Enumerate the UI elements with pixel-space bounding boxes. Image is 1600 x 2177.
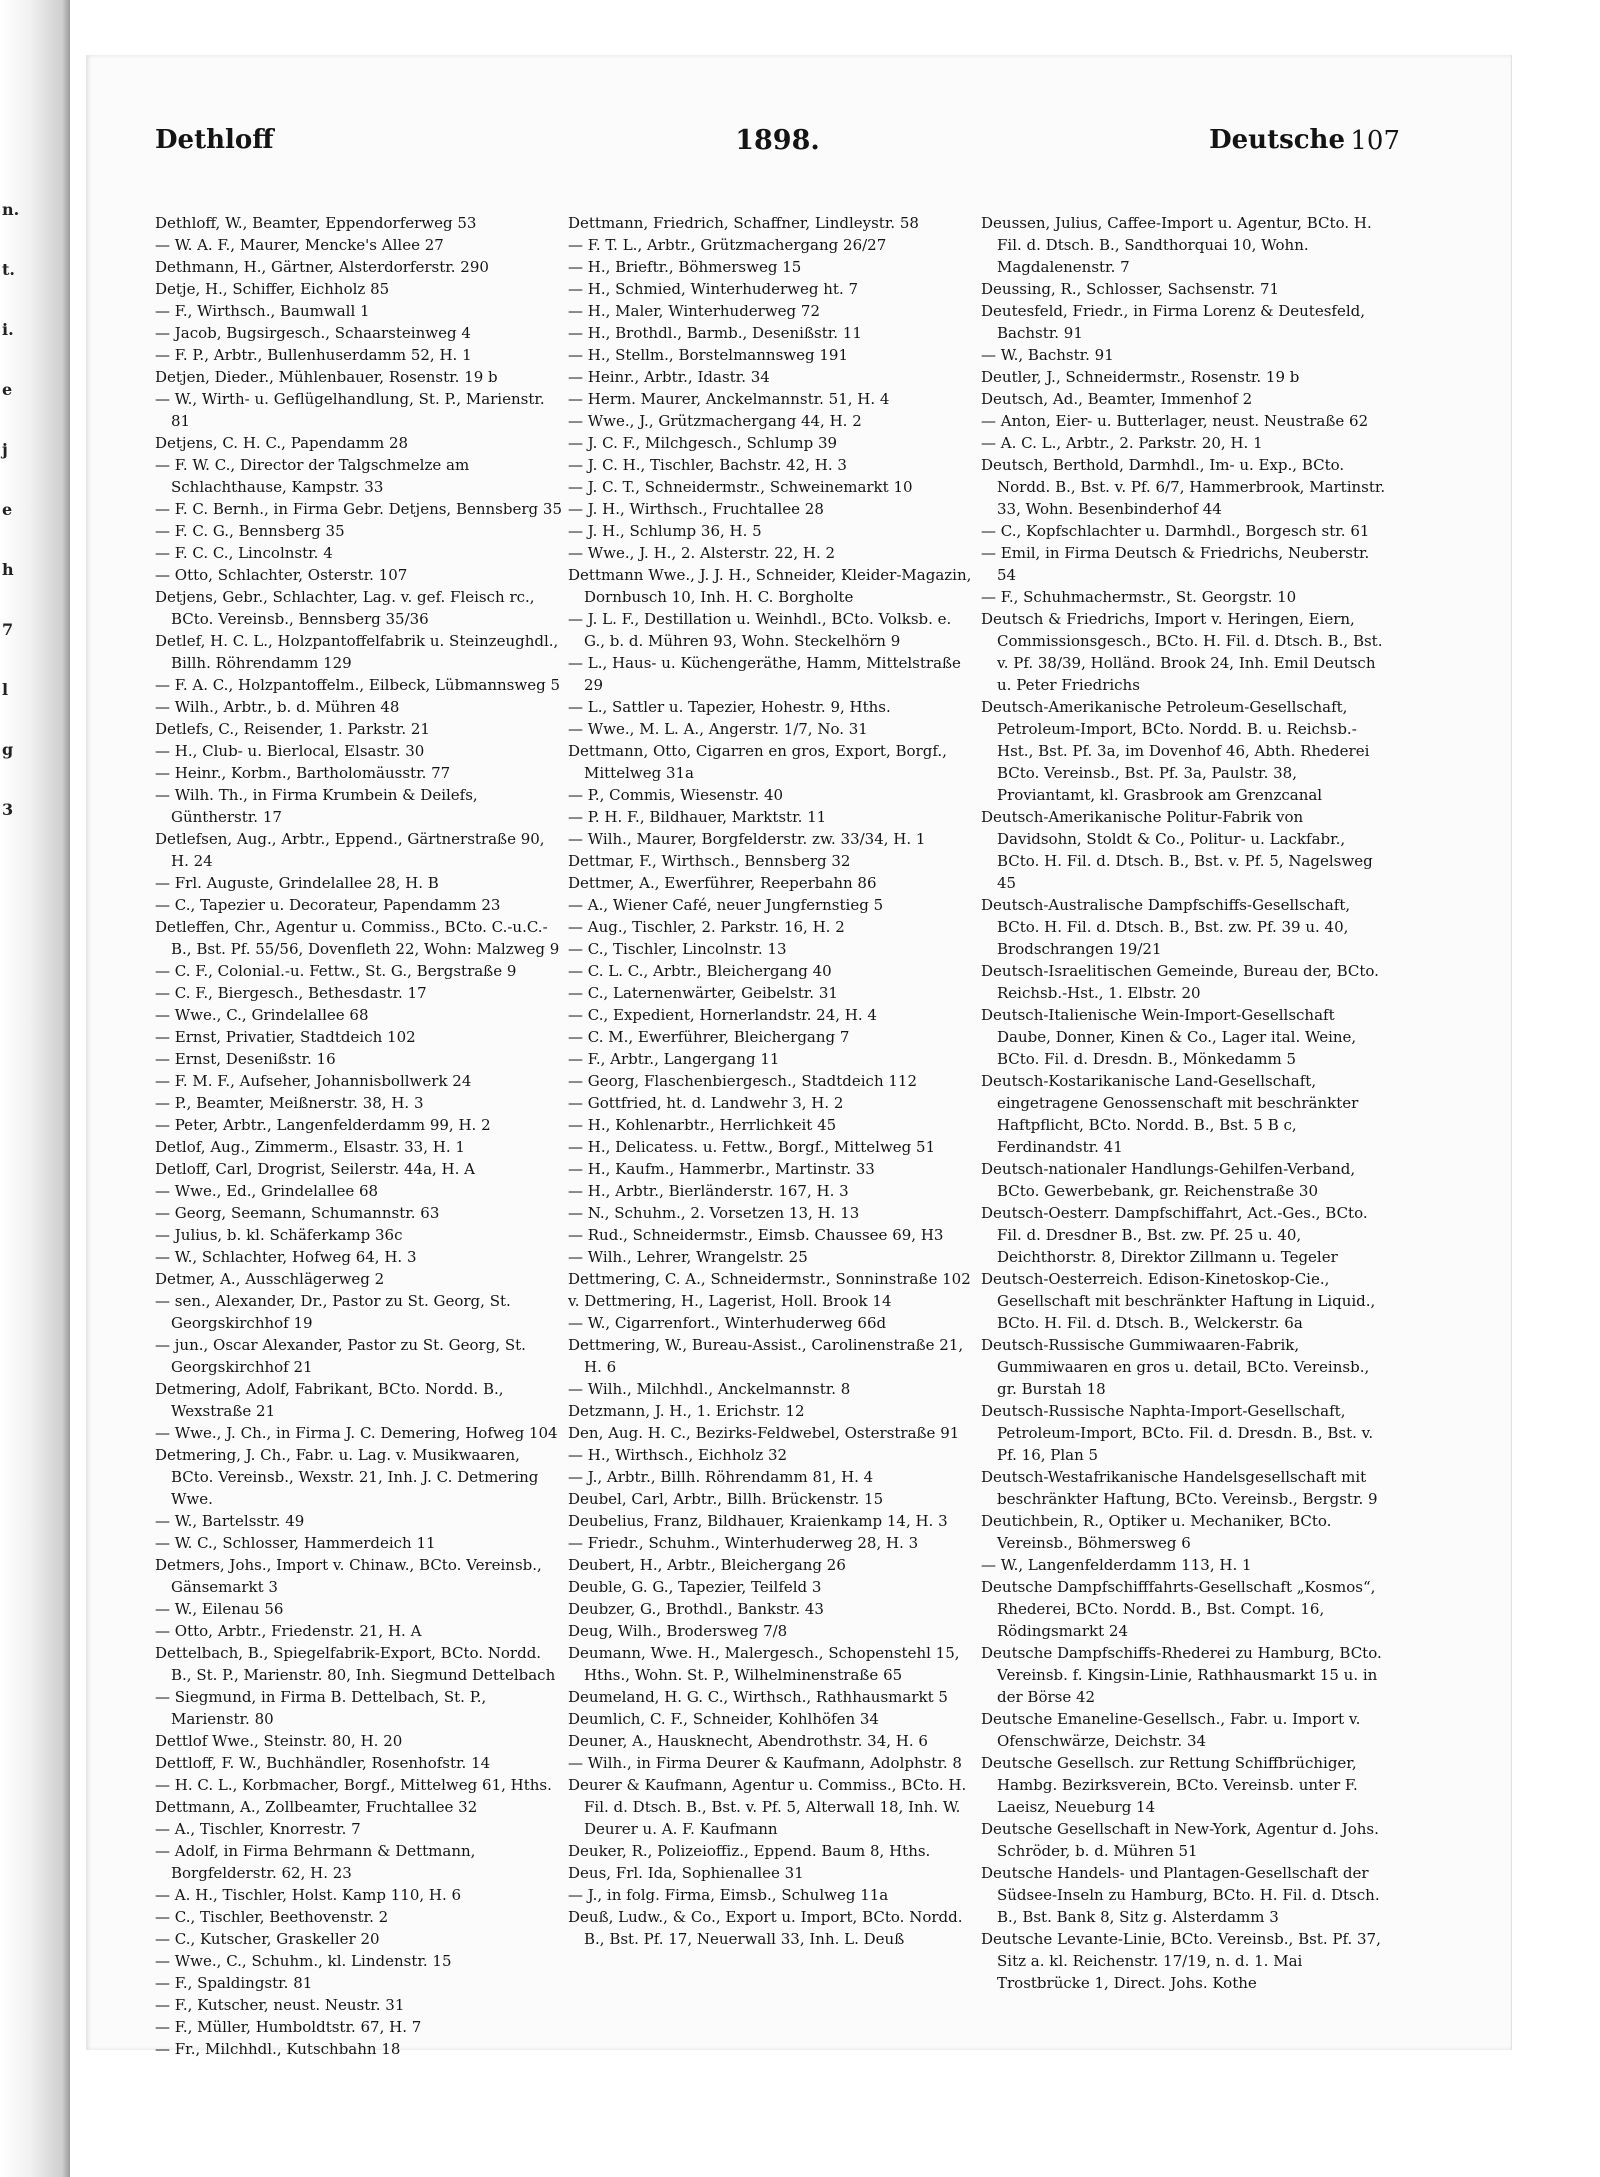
directory-entry: Detmering, J. Ch., Fabr. u. Lag. v. Musikwaaren, BCto. Vereinsb., Wexstr. 21, Inh. J. C. Detmering Wwe. [155, 1446, 539, 1508]
directory-entry: — Peter, Arbtr., Langenfelderdamm 99, H. 2 [155, 1116, 491, 1134]
directory-entry: Deutsch-Kostarikanische Land-Gesellschaft, eingetragene Genossenschaft mit beschränkter Haftpflicht, BCto. Nordd. B., Bst. 5 B c, Ferdinandstr. 41 [981, 1072, 1359, 1156]
directory-entry: Deubel, Carl, Arbtr., Billh. Brückenstr. 15 [568, 1490, 884, 1508]
directory-entry: Deuß, Ludw., & Co., Export u. Import, BCto. Nordd. B., Bst. Pf. 17, Neuerwall 33, Inh. L. Deuß [568, 1908, 963, 1948]
directory-entry: Deutsch-Italienische Wein-Import-Gesellschaft Daube, Donner, Kinen & Co., Lager ital. Weine, BCto. Fil. d. Dresdn. B., Mönkedamm 5 [981, 1006, 1357, 1068]
directory-entry: — N., Schuhm., 2. Vorsetzen 13, H. 13 [568, 1204, 860, 1222]
directory-entry: — W., Wirth- u. Geflügelhandlung, St. P., Marienstr. 81 [155, 390, 545, 430]
directory-entry: Dettmann, A., Zollbeamter, Fruchtallee 32 [155, 1798, 478, 1816]
directory-entry: — Frl. Auguste, Grindelallee 28, H. B [155, 874, 439, 892]
directory-entry: — Georg, Flaschenbiergesch., Stadtdeich 112 [568, 1072, 918, 1090]
directory-entry: Dettmann Wwe., J. J. H., Schneider, Kleider-Magazin, Dornbusch 10, Inh. H. C. Borgholte [568, 566, 972, 606]
directory-entry: — Wilh., Maurer, Borgfelderstr. zw. 33/34, H. 1 [568, 830, 926, 848]
directory-entry: Deutsche Dampfschifffahrts-Gesellschaft „Kosmos“, Rhederei, BCto. Nordd. B., Bst. Compt. 16, Rödingsmarkt 24 [981, 1578, 1376, 1640]
directory-entry: Deutsch-Amerikanische Politur-Fabrik von Davidsohn, Stoldt & Co., Politur- u. Lackfabr., BCto. H. Fil. d. Dtsch. B., Bst. v. Pf. 5, Nagelsweg 45 [981, 808, 1373, 892]
directory-entry: — H., Brieftr., Böhmersweg 15 [568, 258, 802, 276]
directory-entry: — C., Laternenwärter, Geibelstr. 31 [568, 984, 838, 1002]
directory-entry: — Wwe., C., Grindelallee 68 [155, 1006, 369, 1024]
directory-entry: — Rud., Schneidermstr., Eimsb. Chaussee 69, H3 [568, 1226, 944, 1244]
directory-entry: Deutsche Gesellsch. zur Rettung Schiffbrüchiger, Hambg. Bezirksverein, BCto. Vereinsb. unter F. Laeisz, Neueburg 14 [981, 1754, 1358, 1816]
directory-entry: Deumeland, H. G. C., Wirthsch., Rathhausmarkt 5 [568, 1688, 948, 1706]
directory-entry: — H., Arbtr., Bierländerstr. 167, H. 3 [568, 1182, 849, 1200]
directory-entry: — H., Kohlenarbtr., Herrlichkeit 45 [568, 1116, 837, 1134]
directory-entry: Deutsch, Berthold, Darmhdl., Im- u. Exp., BCto. Nordd. B., Bst. v. Pf. 6/7, Hammerbrook, Martinstr. 33, Wohn. Besenbinderhof 44 [981, 456, 1386, 518]
directory-entry: — A., Tischler, Knorrestr. 7 [155, 1820, 361, 1838]
directory-entry: Deutsch-Australische Dampfschiffs-Gesellschaft, BCto. H. Fil. d. Dtsch. B., Bst. zw. Pf. 39 u. 40, Brodschrangen 19/21 [981, 896, 1351, 958]
directory-entry: — W., Eilenau 56 [155, 1600, 284, 1618]
directory-entry: Deutsch, Ad., Beamter, Immenhof 2 [981, 390, 1253, 408]
directory-entry: Dettlof Wwe., Steinstr. 80, H. 20 [155, 1732, 403, 1750]
directory-entry: — Heinr., Arbtr., Idastr. 34 [568, 368, 770, 386]
directory-entry: — H., Kaufm., Hammerbr., Martinstr. 33 [568, 1160, 875, 1178]
directory-entry: — W., Bartelsstr. 49 [155, 1512, 305, 1530]
edge-letter: 7 [2, 620, 14, 639]
directory-entry: — H., Club- u. Bierlocal, Elsastr. 30 [155, 742, 425, 760]
directory-entry: — J., in folg. Firma, Eimsb., Schulweg 11a [568, 1886, 889, 1904]
directory-entry: — C., Kopfschlachter u. Darmhdl., Borgesch str. 61 [981, 522, 1370, 540]
directory-entry: Detjens, Gebr., Schlachter, Lag. v. gef. Fleisch rc., BCto. Vereinsb., Bennsberg 35/36 [155, 588, 535, 628]
directory-entry: Deutichbein, R., Optiker u. Mechaniker, BCto. Vereinsb., Böhmersweg 6 [981, 1512, 1332, 1552]
edge-letter: n. [2, 200, 20, 219]
directory-entry: — Wilh., Arbtr., b. d. Mühren 48 [155, 698, 400, 716]
directory-entry: — Georg, Seemann, Schumannstr. 63 [155, 1204, 440, 1222]
directory-entry: — J. H., Wirthsch., Fruchtallee 28 [568, 500, 824, 518]
directory-entry: Dettmann, Friedrich, Schaffner, Lindleystr. 58 [568, 214, 919, 232]
directory-entry: — F. W. C., Director der Talgschmelze am Schlachthause, Kampstr. 33 [155, 456, 470, 496]
directory-entry: Deuble, G. G., Tapezier, Teilfeld 3 [568, 1578, 822, 1596]
directory-entry: Dettmering, W., Bureau-Assist., Carolinenstraße 21, H. 6 [568, 1336, 964, 1376]
directory-entry: — P. H. F., Bildhauer, Marktstr. 11 [568, 808, 827, 826]
directory-entry: — Wilh., Milchhdl., Anckelmannstr. 8 [568, 1380, 851, 1398]
directory-entry: Detleffen, Chr., Agentur u. Commiss., BCto. C.-u.C.-B., Bst. Pf. 55/56, Dovenfleth 22, Wohn: Malzweg 9 [155, 918, 560, 958]
directory-entry: — Otto, Arbtr., Friedenstr. 21, H. A [155, 1622, 422, 1640]
directory-entry: — C. M., Ewerführer, Bleichergang 7 [568, 1028, 850, 1046]
directory-entry: Deurer & Kaufmann, Agentur u. Commiss., BCto. H. Fil. d. Dtsch. B., Bst. v. Pf. 5, Alterwall 18, Inh. W. Deurer u. A. F. Kaufmann [568, 1776, 967, 1838]
edge-letter: l [2, 680, 9, 699]
directory-entry: — A., Wiener Café, neuer Jungfernstieg 5 [568, 896, 884, 914]
directory-entry: — H., Stellm., Borstelmannsweg 191 [568, 346, 848, 364]
edge-letter: t. [2, 260, 15, 279]
directory-entry: — H., Maler, Winterhuderweg 72 [568, 302, 821, 320]
page-number: 107 [1350, 126, 1400, 156]
directory-entry: Deug, Wilh., Brodersweg 7/8 [568, 1622, 788, 1640]
directory-entry: Detje, H., Schiffer, Eichholz 85 [155, 280, 390, 298]
directory-entry: — C. L. C., Arbtr., Bleichergang 40 [568, 962, 832, 980]
directory-entry: — F., Spaldingstr. 81 [155, 1974, 313, 1992]
directory-entry: Deutesfeld, Friedr., in Firma Lorenz & Deutesfeld, Bachstr. 91 [981, 302, 1366, 342]
directory-entry: — Wilh. Th., in Firma Krumbein & Deilefs, Güntherstr. 17 [155, 786, 478, 826]
directory-entry: — J., Arbtr., Billh. Röhrendamm 81, H. 4 [568, 1468, 874, 1486]
directory-entry: — H., Schmied, Winterhuderweg ht. 7 [568, 280, 859, 298]
directory-entry: — C., Kutscher, Graskeller 20 [155, 1930, 380, 1948]
directory-entry: Deutsch-Westafrikanische Handelsgesellschaft mit beschränkter Haftung, BCto. Vereinsb., Bergstr. 9 [981, 1468, 1378, 1508]
directory-entry: — Herm. Maurer, Anckelmannstr. 51, H. 4 [568, 390, 890, 408]
directory-entry: — J. H., Schlump 36, H. 5 [568, 522, 762, 540]
edge-letter: 3 [2, 800, 14, 819]
directory-entry: Dettmar, F., Wirthsch., Bennsberg 32 [568, 852, 851, 870]
directory-entry: — F. T. L., Arbtr., Grützmachergang 26/27 [568, 236, 887, 254]
directory-entry: — J. C. F., Milchgesch., Schlump 39 [568, 434, 838, 452]
directory-entry: — L., Haus- u. Küchengeräthe, Hamm, Mittelstraße 29 [568, 654, 961, 694]
directory-entry: — Wilh., in Firma Deurer & Kaufmann, Adolphstr. 8 [568, 1754, 962, 1772]
directory-entry: Detlef, H. C. L., Holzpantoffelfabrik u. Steinzeughdl., Billh. Röhrendamm 129 [155, 632, 559, 672]
directory-entry: Deubert, H., Arbtr., Bleichergang 26 [568, 1556, 846, 1574]
directory-entry: — J. L. F., Destillation u. Weinhdl., BCto. Volksb. e. G., b. d. Mühren 93, Wohn. Steckelhörn 9 [568, 610, 952, 650]
previous-page-edge [0, 200, 18, 1200]
directory-entry: Detlefs, C., Reisender, 1. Parkstr. 21 [155, 720, 430, 738]
directory-entry: Deutsche Emaneline-Gesellsch., Fabr. u. Import v. Ofenschwärze, Deichstr. 34 [981, 1710, 1361, 1750]
directory-entry: — C., Tischler, Beethovenstr. 2 [155, 1908, 389, 1926]
directory-entry: Deussing, R., Schlosser, Sachsenstr. 71 [981, 280, 1280, 298]
edge-letter: e [2, 500, 13, 519]
directory-entry: Deutler, J., Schneidermstr., Rosenstr. 19 b [981, 368, 1300, 386]
directory-entry: — F., Schuhmachermstr., St. Georgstr. 10 [981, 588, 1297, 606]
directory-entry: Detmering, Adolf, Fabrikant, BCto. Nordd. B., Wexstraße 21 [155, 1380, 504, 1420]
directory-entry: — Siegmund, in Firma B. Dettelbach, St. P., Marienstr. 80 [155, 1688, 487, 1728]
directory-entry: — Ernst, Desenißstr. 16 [155, 1050, 336, 1068]
directory-entry: Dettmering, C. A., Schneidermstr., Sonninstraße 102 [568, 1270, 971, 1288]
directory-entry: — F., Müller, Humboldtstr. 67, H. 7 [155, 2018, 422, 2036]
edge-letter: e [2, 380, 13, 399]
directory-entry: — jun., Oscar Alexander, Pastor zu St. Georg, St. Georgskirchhof 21 [155, 1336, 526, 1376]
directory-entry: — F. P., Arbtr., Bullenhuserdamm 52, H. 1 [155, 346, 472, 364]
directory-entry: — L., Sattler u. Tapezier, Hohestr. 9, Hths. [568, 698, 891, 716]
directory-entry: — Otto, Schlachter, Osterstr. 107 [155, 566, 408, 584]
directory-entry: — Friedr., Schuhm., Winterhuderweg 28, H. 3 [568, 1534, 919, 1552]
directory-entry: Deutsch-Israelitischen Gemeinde, Bureau der, BCto. Reichsb.-Hst., 1. Elbstr. 20 [981, 962, 1379, 1002]
column-3 [981, 212, 1389, 1994]
directory-entry: Deutsch-Oesterreich. Edison-Kinetoskop-Cie., Gesellschaft mit beschränkter Haftung in Liquid., BCto. H. Fil. d. Dtsch. B., Welckerstr. 6a [981, 1270, 1376, 1332]
directory-entry: — Aug., Tischler, 2. Parkstr. 16, H. 2 [568, 918, 845, 936]
directory-entry: Deuner, A., Hausknecht, Abendrothstr. 34, H. 6 [568, 1732, 928, 1750]
directory-entry: — H., Brothdl., Barmb., Desenißstr. 11 [568, 324, 862, 342]
directory-entry: — H., Delicatess. u. Fettw., Borgf., Mittelweg 51 [568, 1138, 936, 1156]
directory-entry: — W., Cigarrenfort., Winterhuderweg 66d [568, 1314, 887, 1332]
directory-entry: — C. F., Biergesch., Bethesdastr. 17 [155, 984, 427, 1002]
directory-entry: Detjen, Dieder., Mühlenbauer, Rosenstr. 19 b [155, 368, 498, 386]
directory-entry: — Adolf, in Firma Behrmann & Dettmann, Borgfelderstr. 62, H. 23 [155, 1842, 476, 1882]
directory-entry: — Wwe., M. L. A., Angerstr. 1/7, No. 31 [568, 720, 868, 738]
directory-entry: — F. A. C., Holzpantoffelm., Eilbeck, Lübmannsweg 5 [155, 676, 561, 694]
directory-entry: Deumlich, C. F., Schneider, Kohlhöfen 34 [568, 1710, 879, 1728]
directory-entry: — F., Wirthsch., Baumwall 1 [155, 302, 370, 320]
directory-entry: — H. C. L., Korbmacher, Borgf., Mittelweg 61, Hths. [155, 1776, 552, 1794]
directory-entry: — A. C. L., Arbtr., 2. Parkstr. 20, H. 1 [981, 434, 1263, 452]
directory-entry: — C. F., Colonial.-u. Fettw., St. G., Bergstraße 9 [155, 962, 517, 980]
directory-entry: — F., Arbtr., Langergang 11 [568, 1050, 780, 1068]
directory-entry: — F., Kutscher, neust. Neustr. 31 [155, 1996, 405, 2014]
directory-entry: Deubelius, Franz, Bildhauer, Kraienkamp 14, H. 3 [568, 1512, 948, 1530]
directory-entry: — W., Schlachter, Hofweg 64, H. 3 [155, 1248, 417, 1266]
directory-entry: — P., Beamter, Meißnerstr. 38, H. 3 [155, 1094, 424, 1112]
directory-entry: — P., Commis, Wiesenstr. 40 [568, 786, 784, 804]
directory-entry: — F. C. C., Lincolnstr. 4 [155, 544, 333, 562]
directory-entry: — J. C. H., Tischler, Bachstr. 42, H. 3 [568, 456, 847, 474]
directory-entry: Deutsch & Friedrichs, Import v. Heringen, Eiern, Commissionsgesch., BCto. H. Fil. d. Dtsch. B., Bst. v. Pf. 38/39, Holländ. Brook 24, Inh. Emil Deutsch u. Peter Friedrichs [981, 610, 1383, 694]
directory-entry: — C., Expedient, Hornerlandstr. 24, H. 4 [568, 1006, 877, 1024]
edge-letter: j [2, 440, 8, 459]
directory-entry: Dethloff, W., Beamter, Eppendorferweg 53 [155, 214, 477, 232]
directory-entry: — W., Langenfelderdamm 113, H. 1 [981, 1556, 1252, 1574]
directory-entry: Dethmann, H., Gärtner, Alsterdorferstr. 290 [155, 258, 489, 276]
directory-entry: — W., Bachstr. 91 [981, 346, 1114, 364]
edge-letter: h [2, 560, 14, 579]
directory-entry: — F. M. F., Aufseher, Johannisbollwerk 24 [155, 1072, 472, 1090]
directory-entry: Detjens, C. H. C., Papendamm 28 [155, 434, 409, 452]
directory-entry: — Gottfried, ht. d. Landwehr 3, H. 2 [568, 1094, 844, 1112]
directory-entry: — Ernst, Privatier, Stadtdeich 102 [155, 1028, 416, 1046]
directory-entry: — Wilh., Lehrer, Wrangelstr. 25 [568, 1248, 808, 1266]
directory-entry: — Anton, Eier- u. Butterlager, neust. Neustraße 62 [981, 412, 1369, 430]
directory-entry: — Wwe., J. Ch., in Firma J. C. Demering, Hofweg 104 [155, 1424, 558, 1442]
directory-entry: — F. C. G., Bennsberg 35 [155, 522, 345, 540]
directory-entry: Dettelbach, B., Spiegelfabrik-Export, BCto. Nordd. B., St. P., Marienstr. 80, Inh. Siegmund Dettelbach [155, 1644, 556, 1684]
directory-entry: Detzmann, J. H., 1. Erichstr. 12 [568, 1402, 805, 1420]
directory-entry: Detmers, Johs., Import v. Chinaw., BCto. Vereinsb., Gänsemarkt 3 [155, 1556, 542, 1596]
directory-entry: — Wwe., Ed., Grindelallee 68 [155, 1182, 379, 1200]
directory-entry: Detlof, Aug., Zimmerm., Elsastr. 33, H. 1 [155, 1138, 465, 1156]
directory-entry: Dettmer, A., Ewerführer, Reeperbahn 86 [568, 874, 877, 892]
directory-entry: — F. C. Bernh., in Firma Gebr. Detjens, Bennsberg 35 [155, 500, 562, 518]
directory-entry: Den, Aug. H. C., Bezirks-Feldwebel, Osterstraße 91 [568, 1424, 960, 1442]
edge-letter: i. [2, 320, 14, 339]
directory-entry: Deumann, Wwe. H., Malergesch., Schopenstehl 15, Hths., Wohn. St. P., Wilhelminenstraße 65 [568, 1644, 960, 1684]
directory-entry: Deutsch-Russische Gummiwaaren-Fabrik, Gummiwaaren en gros u. detail, BCto. Vereinsb., gr. Burstah 18 [981, 1336, 1370, 1398]
directory-entry: — Fr., Milchhdl., Kutschbahn 18 [155, 2040, 401, 2058]
directory-entry: Detlefsen, Aug., Arbtr., Eppend., Gärtnerstraße 90, H. 24 [155, 830, 545, 870]
header-right-keyword: Deutsche [1209, 125, 1345, 155]
directory-entry: — Wwe., C., Schuhm., kl. Lindenstr. 15 [155, 1952, 452, 1970]
directory-entry: — Julius, b. kl. Schäferkamp 36c [155, 1226, 403, 1244]
directory-entry: — Jacob, Bugsirgesch., Schaarsteinweg 4 [155, 324, 471, 342]
directory-entry: — Wwe., J., Grützmachergang 44, H. 2 [568, 412, 862, 430]
directory-entry: Deutsch-Amerikanische Petroleum-Gesellschaft, Petroleum-Import, BCto. Nordd. B. u. Reichsb.-Hst., Bst. Pf. 3a, im Dovenhof 46, Abth. Rhederei BCto. Vereinsb., Bst. Pf. 3a, Paulstr. 38, Proviantamt, kl. Grasbrook am Grenzcanal [981, 698, 1370, 804]
directory-entry: — C., Tischler, Lincolnstr. 13 [568, 940, 787, 958]
directory-entry: Deutsch-nationaler Handlungs-Gehilfen-Verband, BCto. Gewerbebank, gr. Reichenstraße 30 [981, 1160, 1356, 1200]
directory-entry: — A. H., Tischler, Holst. Kamp 110, H. 6 [155, 1886, 462, 1904]
directory-entry: — C., Tapezier u. Decorateur, Papendamm 23 [155, 896, 501, 914]
directory-entry: — Emil, in Firma Deutsch & Friedrichs, Neuberstr. 54 [981, 544, 1370, 584]
header-year: 1898. [735, 125, 820, 156]
directory-entry: Deutsche Gesellschaft in New-York, Agentur d. Johs. Schröder, b. d. Mühren 51 [981, 1820, 1379, 1860]
directory-entry: Detloff, Carl, Drogrist, Seilerstr. 44a, H. A [155, 1160, 475, 1178]
directory-entry: Deuker, R., Polizeioffiz., Eppend. Baum 8, Hths. [568, 1842, 931, 1860]
directory-entry: Deubzer, G., Brothdl., Bankstr. 43 [568, 1600, 824, 1618]
directory-entry: Deutsche Dampfschiffs-Rhederei zu Hamburg, BCto. Vereinsb. f. Kingsin-Linie, Rathhausmarkt 15 u. in der Börse 42 [981, 1644, 1382, 1706]
directory-entry: Deutsch-Russische Naphta-Import-Gesellschaft, Petroleum-Import, BCto. Fil. d. Dresdn. B., Bst. v. Pf. 16, Plan 5 [981, 1402, 1374, 1464]
directory-entry: Dettloff, F. W., Buchhändler, Rosenhofstr. 14 [155, 1754, 491, 1772]
edge-letter: g [2, 740, 14, 759]
directory-entry: Deus, Frl. Ida, Sophienallee 31 [568, 1864, 804, 1882]
directory-entry: Deutsch-Oesterr. Dampfschiffahrt, Act.-Ges., BCto. Fil. d. Dresdner B., Bst. zw. Pf. 25 u. 40, Deichthorstr. 8, Direktor Zillmann u. Tegeler [981, 1204, 1368, 1266]
header-left-keyword: Dethloff [155, 125, 274, 155]
directory-entry: Dettmann, Otto, Cigarren en gros, Export, Borgf., Mittelweg 31a [568, 742, 947, 782]
page-header [155, 125, 1400, 171]
directory-entry: v. Dettmering, H., Lagerist, Holl. Brook 14 [568, 1292, 892, 1310]
directory-entry: — W. A. F., Maurer, Mencke's Allee 27 [155, 236, 444, 254]
directory-entry: — Heinr., Korbm., Bartholomäusstr. 77 [155, 764, 451, 782]
directory-entry: — J. C. T., Schneidermstr., Schweinemarkt 10 [568, 478, 913, 496]
directory-entry: Deutsche Handels- und Plantagen-Gesellschaft der Südsee-Inseln zu Hamburg, BCto. H. Fil. d. Dtsch. B., Bst. Bank 8, Sitz g. Alsterdamm 3 [981, 1864, 1380, 1926]
directory-entry: Detmer, A., Ausschlägerweg 2 [155, 1270, 385, 1288]
directory-entry: Deutsche Levante-Linie, BCto. Vereinsb., Bst. Pf. 37, Sitz a. kl. Reichenstr. 17/19, n. d. 1. Mai Trostbrücke 1, Direct. Johs. Kothe [981, 1930, 1381, 1992]
directory-entry: — H., Wirthsch., Eichholz 32 [568, 1446, 788, 1464]
directory-entry: Deussen, Julius, Caffee-Import u. Agentur, BCto. H. Fil. d. Dtsch. B., Sandthorquai 10, Wohn. Magdalenenstr. 7 [981, 214, 1372, 276]
directory-entry: — Wwe., J. H., 2. Alsterstr. 22, H. 2 [568, 544, 836, 562]
directory-entry: — W. C., Schlosser, Hammerdeich 11 [155, 1534, 436, 1552]
directory-entry: — sen., Alexander, Dr., Pastor zu St. Georg, St. Georgskirchhof 19 [155, 1292, 511, 1332]
column-1 [155, 212, 563, 2060]
column-2 [568, 212, 976, 1950]
